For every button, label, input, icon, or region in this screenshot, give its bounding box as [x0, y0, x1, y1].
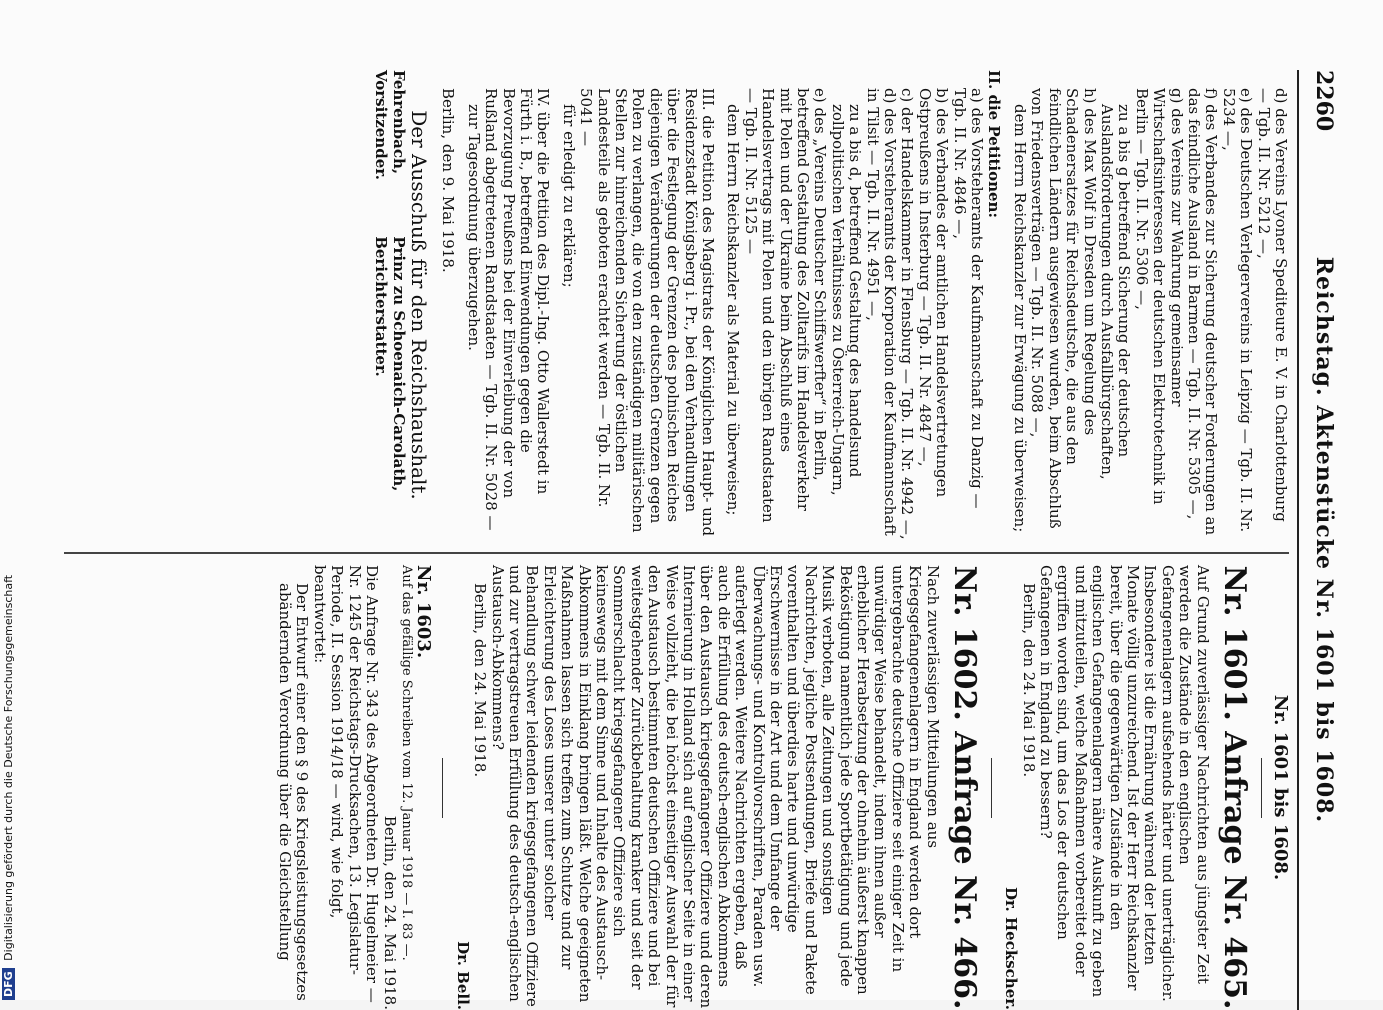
- rapporteur: Prinz zu Schoenaich-Carolath, Berichterstatter.: [372, 236, 408, 492]
- rotated-document-page: [63, 70, 1343, 1010]
- petition-item: d) des Vorsteheramts der Korporation der Kaufmannschaft in Tilsit — Tgb. II. Nr. 4951 —,: [863, 88, 900, 536]
- petition-item: b) des Verbandes der amtlichen Handelsvertretungen Ostpreußens in Insterburg — Tgb. II. Nr. 4847 —,: [915, 88, 952, 498]
- entry-1603-text-continued: Der Entwurf einer den § 9 des Kriegsleistungsgesetzes abändernden Verordnung über die Gleichstellung: [276, 583, 312, 1001]
- section-heading: II. die Petitionen:: [985, 70, 1004, 219]
- petition-decision: für erledigt zu erklären;: [559, 104, 578, 288]
- petition-item: e) des „Vereins Deutscher Schiffswerfter“ in Berlin, betreffend Gestaltung des Zolltarifs im Handelsverkehr mit Polen und der Ukraine beim Abschluß eines Handelsvertrags mit Polen und den übrigen Randstaaten — Tgb. II. Nr. 5125 —: [741, 88, 830, 523]
- petition-decision: dem Herrn Reichskanzler als Material zu überweisen;: [724, 104, 743, 516]
- digitization-credit: [2, 575, 15, 1000]
- petition-item: d) des Vereins Lyoner Spediteure E. V. in Charlottenburg — Tgb. II. Nr. 5212 —,: [1254, 88, 1290, 522]
- dfg-logo: DFG: [2, 968, 15, 1000]
- running-title: Reichstag. Aktenstücke Nr. 1601 bis 1608.: [1311, 256, 1337, 824]
- entry-1603-date: Berlin, den 24. Mai 1918.: [380, 815, 399, 1010]
- petition-item: e) des Deutschen Verlegervereins in Leipzig — Tgb. II. Nr. 5234 —,: [1219, 88, 1256, 533]
- petition-item: III. die Petition des Magistrats der Königlichen Haupt- und Residenzstadt Königsberg i. Pr., bei den Verhandlungen über die Festlegung der Grenzen des polnischen Reiches diejenigen Veränderungen der deutschen Grenzen gegen Polen zu verlangen, die von den zuständigen militärischen Stellen zur hinreichenden Sicherung der östlichen Landesteile als geboten erachtet werden — Tgb. II. Nr. 5041 —: [577, 88, 717, 537]
- petition-decision: zur Tagesordnung überzugehen.: [464, 104, 483, 351]
- credit-text: Digitalisierung gefördert durch die Deutsche Forschungsgemeinschaft: [2, 574, 15, 961]
- petition-item: g) des Vereins zur Wahrung gemeinsamer Wirtschaftsinteressen der deutschen Elektrotechnik in Berlin — Tgb. II. Nr. 5306 —,: [1132, 88, 1186, 505]
- inquiry-1602-heading: Nr. 1602. Anfrage Nr. 466.: [946, 565, 982, 1010]
- inquiry-1602-text: Nach zuverlässigen Mitteilungen aus Kriegsgefangenenlagern in England werden dort untergebrachte deutsche Offiziere seit einiger Zeit in unwürdiger Weise behandelt, indem ihnen außer erheblicher Herabsetzung der ohnehin äußerst knappen Beköstigung namentlich jede Sportbetätigung und jede Musik verboten, alle Zeitungen und sonstigen Nachrichten, jegliche Postsendungen, Briefe und Pakete vorenthalten und überdies harte und unwürdige Erschwernisse in der Art und dem Umfange der Überwachungs- und Kontrollvorschriften, Paraden usw. auferlegt werden. Weitere Nachrichten ergeben, daß auch die Erfüllung des deutsch-englischen Abkommens über den Austausch kriegsgefangener Offiziere und deren Internierung in Holland sich auf englischer Seite in einer Weise vollzieht, die bei höchst einseitiger Auswahl der für den Austausch bestimmten deutschen Offiziere und bei weitestgehender Zurückbehaltung kranker und seit der Sommerschlacht kriegsgefangener Offiziere sich keineswegs mit dem Sinne und Inhalte des Austausch-Abkommens in Einklang bringen läßt. Welche geeigneten Maßnahmen lassen sich treffen zum Schutze und zur Erleichterung des Loses unserer unter solcher Behandlung schwer leidenden kriegsgefangenen Offiziere und zur vertragstreuen Erfüllung des deutsch-englischen Austausch-Abkommens?: [488, 565, 942, 1009]
- inquiry-1602-date: Berlin, den 24. Mai 1918.: [471, 583, 490, 778]
- page-number: 2260: [1311, 70, 1337, 132]
- inquiry-1601-date: Berlin, den 24. Mai 1918.: [1019, 583, 1038, 778]
- inquiry-1601-signature: Dr. Heckscher.: [1002, 887, 1021, 1010]
- page-header: [1297, 70, 1343, 1010]
- petition-item: c) der Handelskammer in Flensburg — Tgb. II. Nr. 4942 —,: [898, 88, 917, 540]
- section-title: Nr. 1601 bis 1608.: [1270, 694, 1291, 881]
- column-divider: [64, 552, 1289, 554]
- petition-decision: dem Herrn Reichskanzler zur Erwägung zu überweisen;: [1010, 104, 1029, 533]
- entry-1603-heading: Nr. 1603.: [413, 565, 435, 659]
- committee-name: Der Ausschuß für den Reichshaushalt.: [406, 110, 431, 500]
- petition-item: h) des Max Wolf in Dresden um Regelung des Schadenersatzes für Reichsdeutsche, die aus den feindlichen Ländern ausgewiesen wurden, beim Abschluß von Friedensverträgen — Tgb. II. Nr. 5088 —,: [1028, 88, 1099, 529]
- right-column: [276, 565, 1289, 1010]
- left-column: [372, 70, 1289, 540]
- inquiry-1601-heading: Nr. 1601. Anfrage Nr. 465.: [1216, 565, 1252, 1010]
- petition-note: zu a bis d, betreffend Gestaltung des handelsund zollpolitischen Verhältnisses zu Österreich-Ungarn,: [828, 104, 865, 496]
- petition-item: f) des Verbandes zur Sicherung deutscher Forderungen an das feindliche Ausland in Barmen — Tgb. II. Nr. 5305 —,: [1184, 88, 1221, 536]
- entry-1603-text: Die Anfrage Nr. 343 des Abgeordneten Dr. Hugelmeier — Nr. 1245 der Reichstags-Drucksachen, 13. Legislatur-Periode, II. Session 1914/18 — wird, wie folgt, beantwortet:: [310, 565, 382, 1003]
- petition-item: IV. über die Petition des Dipl.-Ing. Otto Wallerstedt in Fürth i. B., betreffend Einwendungen gegen die Bevorzugung Preußens bei der Einverleibung der von Rußland abgetretenen Randstaaten — Tgb. II. Nr. 5028 —: [482, 88, 553, 531]
- entry-1603-reference: Auf das gefällige Schreiben vom 12. Januar 1918 — I. 83 —.: [398, 565, 414, 961]
- inquiry-1602-signature: Dr. Bell.: [453, 941, 472, 1010]
- chairman: Fehrenbach, Vorsitzender.: [372, 70, 408, 180]
- date-line: Berlin, den 9. Mai 1918.: [439, 88, 458, 273]
- inquiry-1601-text: Auf Grund zuverlässiger Nachrichten aus jüngster Zeit werden die Zustände in den englischen Gefangenenlagern aufsehends härter und unerträglicher. Insbesondere ist die Ernährung während der letzten Monate völlig unzureichend. Ist der Herr Reichskanzler bereit, über die gegenwärtigen Zustände in den englischen Gefangenenlagern nähere Auskunft zu geben und mitzuteilen, welche Maßnahmen vorbereitet oder ergriffen worden sind, um das Los der deutschen Gefangenen in England zu bessern?: [1036, 565, 1212, 1002]
- petition-item: a) des Vorsteheramts der Kaufmannschaft zu Danzig — Tgb. II. Nr. 4846 —,: [950, 88, 987, 509]
- petition-note: zu a bis g betreffend Sicherung der deutschen Auslandsforderungen durch Ausfallbürgschaften,: [1097, 104, 1134, 480]
